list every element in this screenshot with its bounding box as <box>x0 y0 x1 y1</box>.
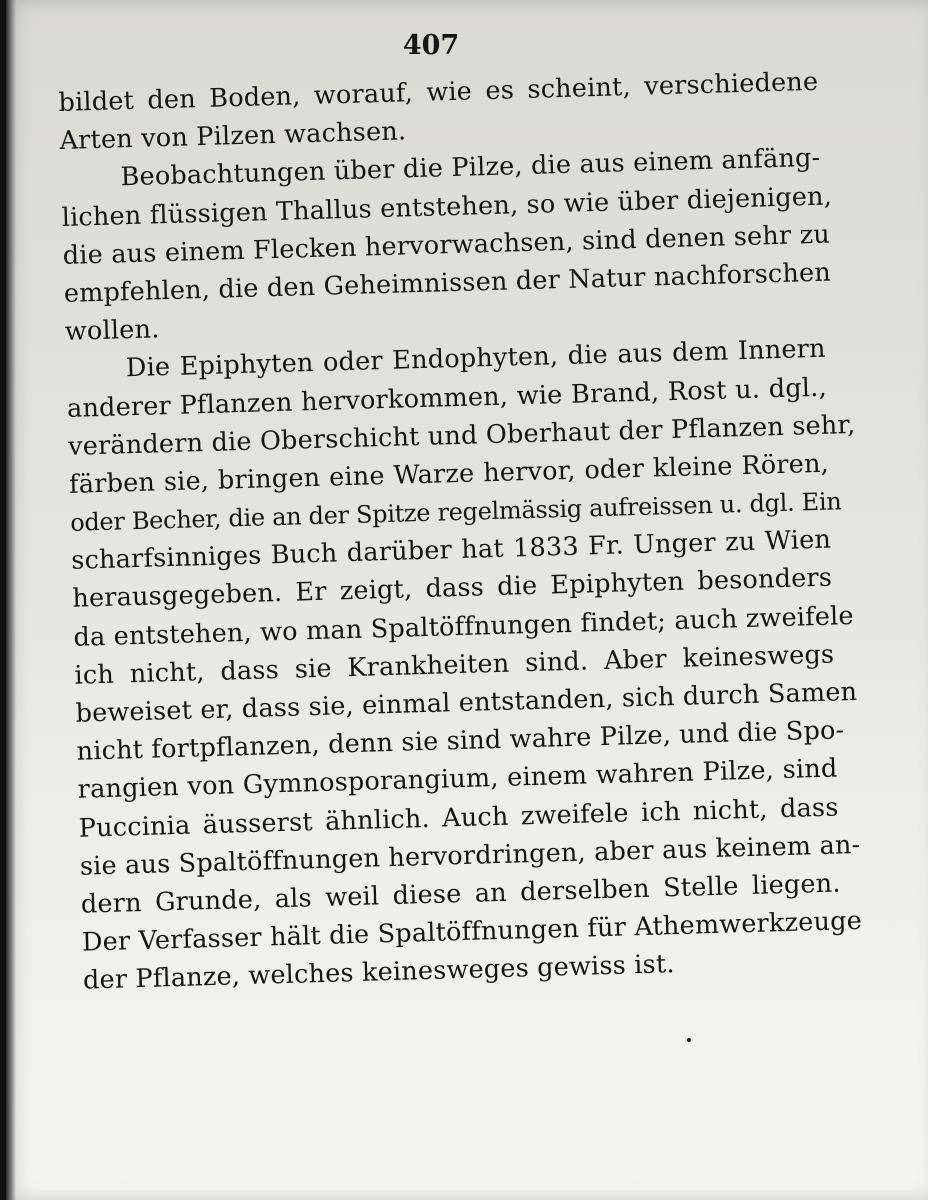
text-line: empfehlen, die den Geheimnissen der Natur nachforschen <box>63 257 832 309</box>
page-number: 407 <box>402 30 460 61</box>
text-line: ich nicht, dass sie Krankheiten sind. Aber keineswegs <box>74 639 835 691</box>
text-line: Puccinia äusserst ähnlich. Auch zweifele ich nicht, dass <box>78 792 839 844</box>
text-line: rangien von Gymnosporangium, einem wahren Pilze, sind <box>77 753 838 806</box>
text-line: nicht fortpflanzen, denn sie sind wahre Pilze, und die Spo- <box>76 715 845 767</box>
text-line: anderer Pflanzen hervorkommen, wie Brand, Rost u. dgl., <box>66 372 828 424</box>
text-line: der Pflanze, welches keinesweges gewiss ist. <box>82 949 676 996</box>
text-line: dern Grunde, als weil diese an derselben Stelle liegen. <box>80 868 842 920</box>
text-line: scharfsinniges Buch darüber hat 1833 Fr. Unger zu Wien <box>70 524 832 577</box>
text-line: lichen flüssigen Thallus entstehen, so wie über diejenigen, <box>61 181 833 233</box>
text-line: verändern die Oberschicht und Oberhaut der Pflanzen sehr, <box>67 409 856 462</box>
text-line: oder Becher, die an der Spitze regelmässig aufreissen u. dgl. Ein <box>69 487 842 537</box>
text-line: bildet den Boden, worauf, wie es scheint, verschiedene <box>58 66 819 118</box>
text-line: die aus einem Flecken hervorwachsen, sind denen sehr zu <box>62 219 831 271</box>
ink-speck <box>687 1038 691 1042</box>
text-line: färben sie, bringen eine Warze hervor, oder kleine Rören, <box>68 448 830 500</box>
text-line: Die Epiphyten oder Endophyten, die aus dem Innern <box>125 333 827 384</box>
book-page <box>6 0 928 1200</box>
text-line: beweiset er, dass sie, einmal entstanden, sich durch Samen <box>75 676 858 729</box>
text-line: sie aus Spaltöffnungen hervordringen, aber aus keinem an- <box>79 829 861 882</box>
text-line: Arten von Pilzen wachsen. <box>59 116 407 157</box>
text-line: da entstehen, wo man Spaltöffnungen findet; auch zweifele <box>73 600 855 653</box>
text-line: herausgegeben. Er zeigt, dass die Epiphyten besonders <box>71 563 833 615</box>
page-shadow-edge <box>6 0 16 1200</box>
text-line: wollen. <box>64 314 160 348</box>
text-line: Der Verfasser hält die Spaltöffnungen für Athemwerkzeuge <box>81 906 863 958</box>
text-line: Beobachtungen über die Pilze, die aus einem anfäng- <box>120 143 821 193</box>
body-text <box>58 63 863 1000</box>
